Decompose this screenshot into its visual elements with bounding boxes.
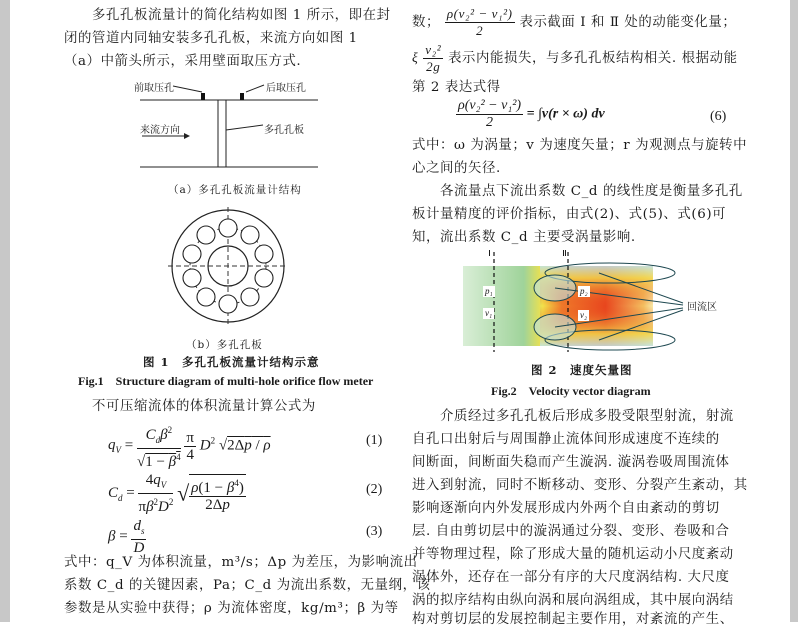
figure-1a-caption: （a）多孔孔板流量计结构 bbox=[168, 184, 302, 196]
flow-direction-label: 来流方向 bbox=[140, 125, 180, 136]
figure-1b-orifice-plate-diagram bbox=[150, 205, 300, 330]
para3-line-2: 自孔口出射后与周围静止流体间形成速度不连续的 bbox=[412, 432, 720, 447]
para3-line-4: 进入到射流，同时不断移动、变形、分裂产生紊动，其 bbox=[412, 478, 748, 493]
figure-1-caption-cn: 图 1 多孔孔板流量计结构示意 bbox=[143, 355, 320, 369]
svg-text:Ⅰ: Ⅰ bbox=[488, 250, 491, 259]
equation-1-number: (1) bbox=[366, 433, 383, 448]
para2-line-2: 板计量精度的评价指标，由式(2)、式(5)、式(6)可 bbox=[412, 207, 727, 222]
front-tap-label: 前取压孔 bbox=[134, 83, 174, 94]
para2-line-3: 知，流出系数 C_d 主要受涡量影响. bbox=[412, 230, 636, 245]
intro-line-2: 闭的管道内同轴安装多孔孔板，来流方向如图 1 bbox=[64, 31, 358, 46]
equation-3: β = $\frac{d_s}{D}$ bbox=[108, 518, 145, 556]
para3-line-1: 介质经过多孔孔板后形成多股受限型射流，射流 bbox=[440, 409, 734, 424]
p1-label: p₁ bbox=[485, 286, 493, 296]
p2-label: p₂ bbox=[580, 286, 588, 296]
para3-line-7: 并等物理过程，除了形成大量的随机运动小尺度紊动 bbox=[412, 547, 734, 562]
rear-tap-label: 后取压孔 bbox=[266, 83, 306, 94]
figure-2-caption-en: Fig.2 Velocity vector diagram bbox=[491, 384, 651, 398]
plate-label: 多孔孔板 bbox=[264, 125, 304, 136]
intro-line-3: （a）中箭头所示，采用壁面取压方式. bbox=[64, 54, 302, 69]
para2-line-1: 各流量点下流出系数 C_d 的线性度是衡量多孔孔 bbox=[440, 184, 743, 199]
equation-1: $q_V$ = $\frac{C_d\beta^2}{√1 - \beta^4}$ $\frac{\pi}{4}$ $D^2$ √2Δp / ρ bbox=[108, 422, 271, 470]
v1-label: v₁ bbox=[485, 308, 493, 318]
v2-label: v₂ bbox=[580, 310, 588, 320]
recirculation-zone-label: 回流区 bbox=[687, 302, 717, 313]
where-line-1: 式中：q_V 为体积流量，m³/s；Δp 为差压，为影响流出 bbox=[64, 555, 418, 570]
scrollbar-track[interactable] bbox=[790, 0, 798, 622]
page-edge-left bbox=[0, 0, 10, 622]
internal-energy-line: ξ $\frac{\text{v₂²}}{2g}$ 表示内能损失，与多孔孔板结构相关. 根据动能 bbox=[412, 42, 738, 74]
energy-second-form-line: 第 2 表达式得 bbox=[412, 80, 501, 95]
para3-line-8: 涡体外，还存在一部分有序的大尺度涡结构. 大尺度 bbox=[412, 570, 730, 585]
equation-3-number: (3) bbox=[366, 524, 383, 539]
where-line-2: 系数 C_d 的关键因素，Pa；C_d 为流出系数，无量纲，该 bbox=[64, 578, 431, 593]
where6-line-1: 式中：ω 为涡量；v 为速度矢量；r 为观测点与旋转中 bbox=[412, 138, 748, 153]
figure-1b-caption: （b）多孔孔板 bbox=[186, 339, 263, 351]
para3-line-9: 涡的拟序结构由纵向涡和展向涡组成，其中展向涡结 bbox=[412, 593, 734, 608]
equation-2: $C_d$ = $\frac{4q_V}{\pi\beta^2D^2}$ √ $\frac{\rho(1 - \beta^4)}{2\Delta p}$ bbox=[108, 472, 244, 515]
formula-intro: 不可压缩流体的体积流量计算公式为 bbox=[92, 399, 316, 414]
figure-1-caption-en: Fig.1 Structure diagram of multi-hole orifice flow meter bbox=[78, 374, 374, 388]
equation-2-number: (2) bbox=[366, 482, 383, 497]
where6-line-2: 心之间的矢径. bbox=[412, 161, 501, 176]
para3-line-6: 层. 自由剪切层中的漩涡通过分裂、变形、卷吸和合 bbox=[412, 524, 730, 539]
kinetic-energy-line: 数； $\frac{\text{ρ(v₂² − v₁²)}}{2}$ 表示截面 Ⅰ 和 Ⅱ 处的动能变化量； bbox=[412, 6, 737, 38]
para3-line-5: 影响逐渐向内外发展形成内外两个自由紊动的剪切 bbox=[412, 501, 720, 516]
figure-2-caption-cn: 图 2 速度矢量图 bbox=[531, 363, 633, 377]
para3-line-10: 构对剪切层的发展控制起主要作用，对紊流的产生、 bbox=[412, 612, 734, 627]
para3-line-3: 间断面，间断面失稳而产生漩涡. 漩涡卷吸周围流体 bbox=[412, 455, 730, 470]
where-line-3: 参数是从实验中获得；ρ 为流体密度，kg/m³；β 为等 bbox=[64, 601, 399, 616]
intro-line-1: 多孔孔板流量计的简化结构如图 1 所示，即在封 bbox=[92, 8, 391, 23]
equation-6: $\frac{\text{ρ(v₂² − v₁²)}}{2}$ = ∫v(r × ω) dv bbox=[458, 98, 605, 130]
svg-text:Ⅱ: Ⅱ bbox=[562, 250, 567, 259]
equation-6-number: (6) bbox=[710, 109, 727, 124]
